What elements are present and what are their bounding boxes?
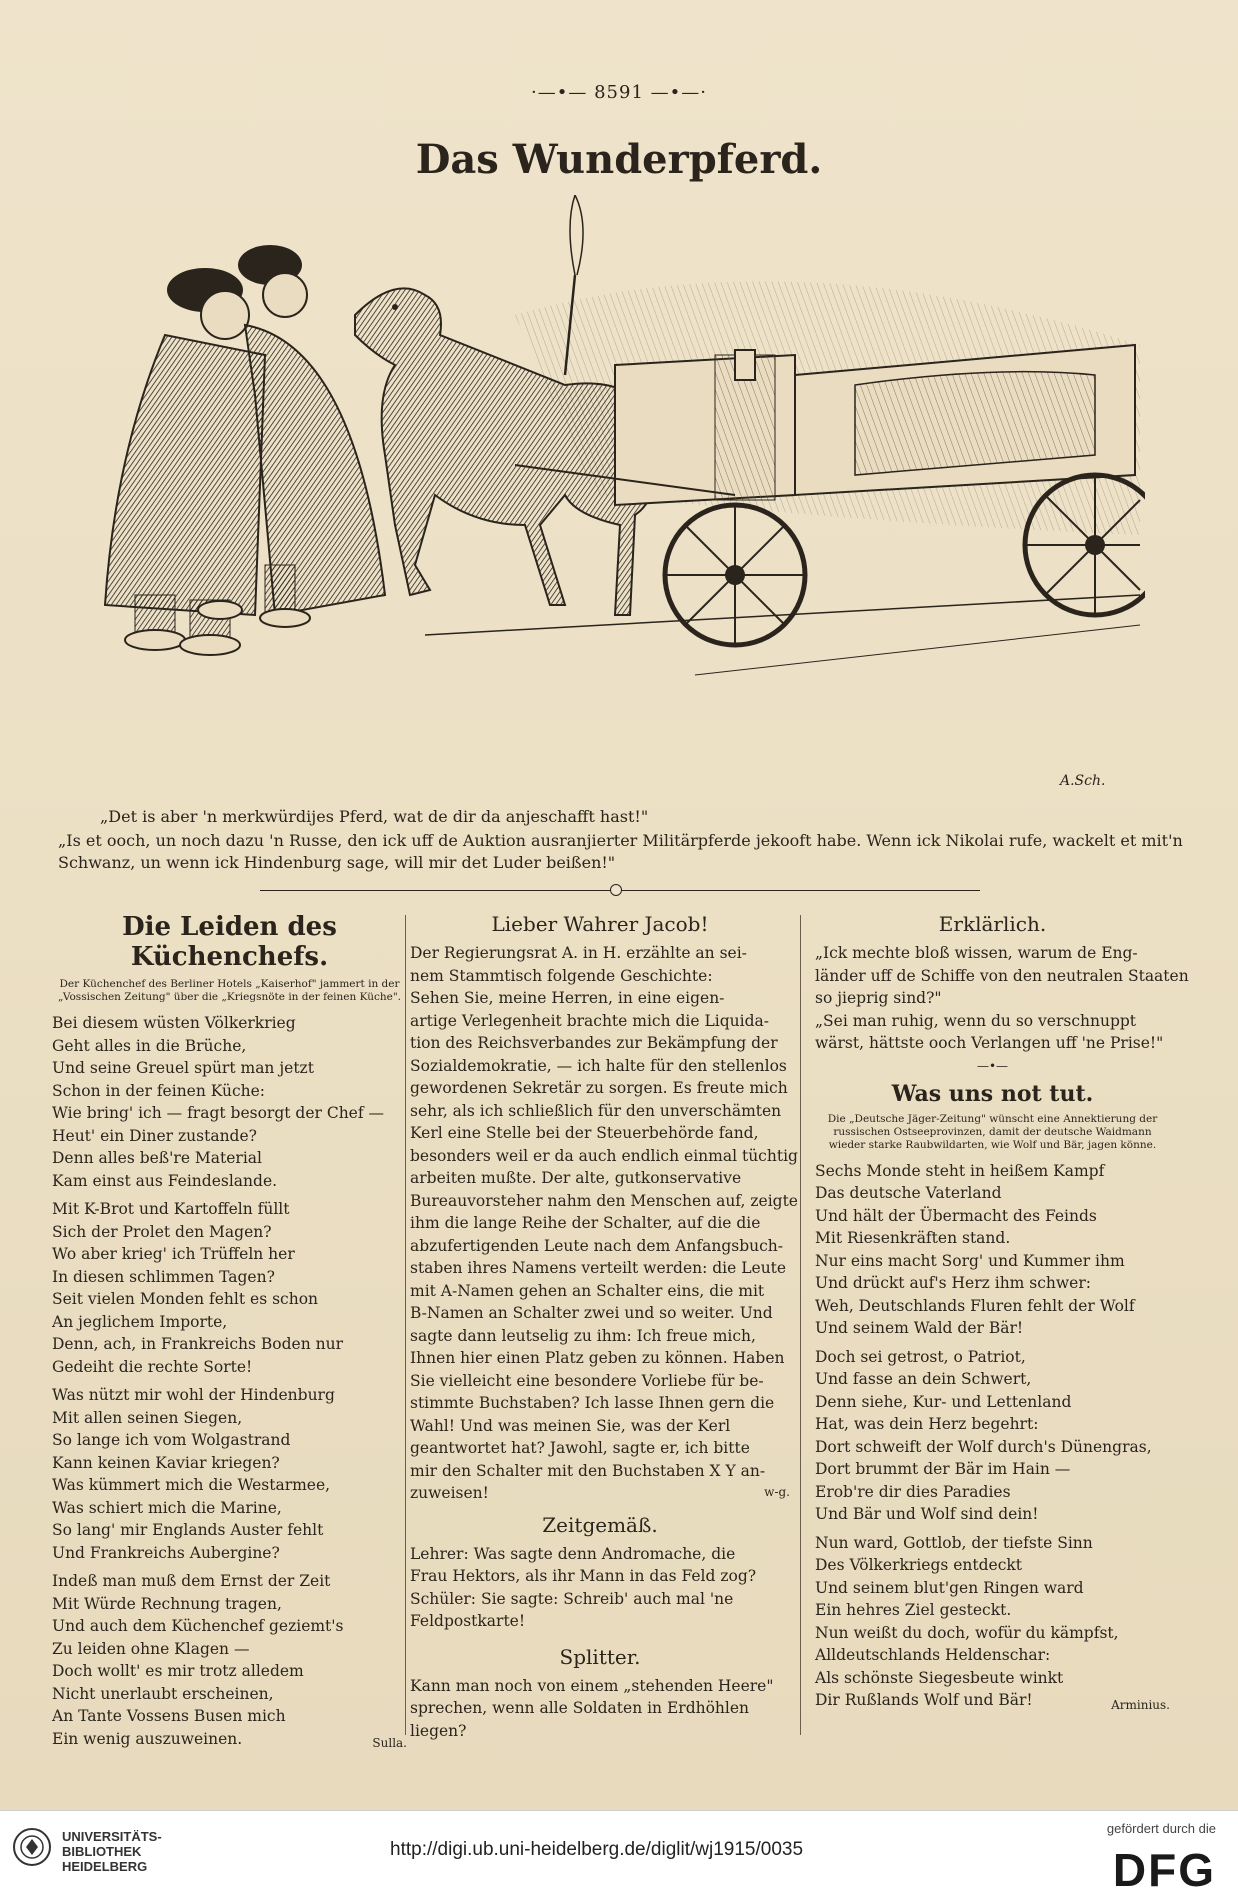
verse-line: Ein wenig auszuweinen.	[52, 1729, 243, 1748]
text-line: stimmte Buchstaben? Ich lasse Ihnen gern die	[410, 1394, 775, 1412]
verse-line: Denn, ach, in Frankreichs Boden nur	[52, 1335, 344, 1353]
article-body	[410, 1543, 790, 1633]
stanza	[52, 1012, 407, 1192]
verse-line: Nicht unerlaubt erscheinen,	[52, 1684, 274, 1703]
article-title: Erklärlich.	[938, 912, 1047, 936]
footer-bar	[0, 1810, 1238, 1900]
verse-line: Nun ward, Gottlob, der tiefste Sinn	[815, 1533, 1093, 1552]
stanza	[52, 1384, 407, 1564]
text-line: gewordenen Sekretär zu sorgen. Es freute mich	[410, 1079, 788, 1097]
verse-line: Was kümmert mich die Westarmee,	[52, 1476, 331, 1494]
text-line: Schüler: Sie sagte: Schreib' auch mal 'ne	[410, 1589, 734, 1608]
verse-line: Und drückt auf's Herz ihm schwer:	[815, 1274, 1091, 1292]
article-title: Splitter.	[559, 1644, 641, 1669]
text-line: sprechen, wenn alle Soldaten in Erdhöhlen	[410, 1699, 750, 1717]
article-signature: Sulla.	[372, 1736, 407, 1750]
stanza	[52, 1570, 407, 1750]
text-line: länder uff de Schiffe von den neutralen Staaten	[815, 966, 1189, 985]
verse-line: So lange ich vom Wolgastrand	[52, 1431, 291, 1449]
verse-line: Geht alles in die Brüche,	[52, 1036, 247, 1055]
stanza	[52, 1198, 407, 1378]
article-note: Der Küchenchef des Berliner Hotels „Kaiserhof" jammert in der „Vossischen Zeitung" über die „Kriegsnöte in der feinen Küche".	[58, 978, 401, 1003]
verse-line: Denn alles beß're Material	[52, 1149, 262, 1167]
verse-line: Als schönste Siegesbeute winkt	[815, 1668, 1064, 1687]
text-line: Kann man noch von einem „stehenden Heere"	[410, 1676, 774, 1695]
verse-line: Das deutsche Vaterland	[815, 1184, 1002, 1202]
text-line: arbeiten mußte. Der alte, gutkonservative	[410, 1169, 742, 1187]
verse-line: Nun weißt du doch, wofür du kämpfst,	[815, 1623, 1119, 1642]
article-title: Lieber Wahrer Jacob!	[491, 912, 709, 936]
verse-line: Nur eins macht Sorg' und Kummer ihm	[815, 1251, 1125, 1270]
verse-line: Hat, was dein Herz begehrt:	[815, 1415, 1039, 1433]
verse-line: Des Völkerkriegs entdeckt	[815, 1556, 1023, 1574]
article-body	[410, 1675, 790, 1743]
text-line: Ihnen hier einen Platz geben zu können. Haben	[410, 1349, 785, 1367]
verse-line: Und Frankreichs Aubergine?	[52, 1543, 280, 1562]
text-line: „Ick mechte bloß wissen, warum de Eng-	[815, 944, 1138, 962]
caption-line-2: „Is et ooch, un noch dazu 'n Russe, den ick uff de Auktion ausranjierter Militärpferde jekooft habe. Wenn ick Nikolai rufe, wackelt et mit'n Schwanz, un wenn ick Hindenburg sage, will mir det Luder beißen!"	[58, 831, 1183, 872]
article-title: Die Leiden des Küchenchefs.	[122, 912, 337, 972]
verse-line: Kann keinen Kaviar kriegen?	[52, 1453, 280, 1472]
text-line: Frau Hektors, als ihr Mann in das Feld zog?	[410, 1567, 757, 1585]
source-url-link[interactable]: http://digi.ub.uni-heidelberg.de/diglit/wj1915/0035	[390, 1839, 804, 1860]
verse-line: Ein hehres Ziel gesteckt.	[815, 1601, 1012, 1619]
text-line: liegen?	[410, 1721, 467, 1740]
text-line: Wahl! Und was meinen Sie, was der Kerl	[410, 1416, 731, 1435]
text-line: sagte dann leutselig zu ihm: Ich freue mich,	[410, 1326, 756, 1345]
verse-line: Mit K-Brot und Kartoffeln füllt	[52, 1200, 290, 1218]
verse-line: Und hält der Übermacht des Feinds	[815, 1206, 1097, 1225]
stanza	[815, 1346, 1170, 1526]
text-line: staben ihres Namens verteilt werden: die Leute	[410, 1259, 787, 1277]
text-line: B-Namen an Schalter zwei und so weiter. Und	[410, 1304, 773, 1322]
text-line: Sie vielleicht eine besondere Vorliebe für be-	[410, 1371, 764, 1390]
verse-line: Wie bring' ich — fragt besorgt der Chef —	[52, 1104, 385, 1122]
text-line: Sehen Sie, meine Herren, in eine eigen-	[410, 989, 725, 1007]
article-signature: Arminius.	[1111, 1697, 1170, 1712]
text-line: Feldpostkarte!	[410, 1612, 526, 1630]
small-divider: —•—	[976, 1058, 1009, 1073]
dfg-logo: DFG	[1112, 1844, 1216, 1896]
text-line: „Sei man ruhig, wenn du so verschnuppt	[815, 1011, 1137, 1030]
verse-line: Was schiert mich die Marine,	[52, 1498, 282, 1517]
text-line: geantwortet hat? Jawohl, sagte er, ich bitte	[410, 1439, 750, 1457]
text-line: Bureauvorsteher nahm den Menschen auf, zeigte	[410, 1191, 798, 1210]
verse-line: Und auch dem Küchenchef geziemt's	[52, 1617, 344, 1635]
text-line: tion des Reichsverbandes zur Bekämpfung der	[410, 1034, 778, 1052]
article-title: Was uns not tut.	[891, 1080, 1094, 1107]
text-line: mir den Schalter mit den Buchstaben X Y an-	[410, 1461, 766, 1480]
verse-line: Mit Würde Rechnung tragen,	[52, 1594, 282, 1613]
verse-line: Sich der Prolet den Magen?	[52, 1222, 272, 1241]
text-line: wärst, hättste ooch Verlangen uff 'ne Prise!"	[815, 1034, 1164, 1052]
library-name: UNIVERSITÄTS- BIBLIOTHEK HEIDELBERG	[62, 1829, 162, 1874]
verse-line: So lang' mir Englands Auster fehlt	[52, 1521, 324, 1539]
text-line: besonders weil er da auch endlich einmal tüchtig	[410, 1146, 798, 1165]
column-wahrer-jacob	[410, 912, 798, 1742]
verse-line: Mit Riesenkräften stand.	[815, 1229, 1011, 1247]
men-figures	[105, 245, 385, 655]
stanza	[815, 1532, 1170, 1712]
verse-line: Doch sei getrost, o Patriot,	[815, 1347, 1026, 1366]
text-line: zuweisen!	[410, 1484, 489, 1502]
page-number: ·—•— 8591 —•—·	[531, 82, 707, 103]
text-line: artige Verlegenheit brachte mich die Liquida-	[410, 1011, 769, 1030]
verse-line: Sechs Monde steht in heißem Kampf	[815, 1161, 1105, 1180]
verse-line: Mit allen seinen Siegen,	[52, 1408, 243, 1427]
verse-line: Wo aber krieg' ich Trüffeln her	[52, 1245, 295, 1263]
article-body	[410, 942, 798, 1505]
verse-line: An Tante Vossens Busen mich	[52, 1707, 286, 1725]
verse-line: Dir Rußlands Wolf und Bär!	[815, 1691, 1033, 1709]
verse-line: In diesen schlimmen Tagen?	[52, 1267, 275, 1286]
poem-body	[815, 1160, 1170, 1712]
verse-line: Und Bär und Wolf sind dein!	[815, 1505, 1039, 1523]
text-line: ihm die lange Reihe der Schalter, auf die die	[410, 1214, 761, 1232]
verse-line: Alldeutschlands Heldenschar:	[815, 1646, 1051, 1664]
verse-line: Gedeiht die rechte Sorte!	[52, 1357, 253, 1376]
verse-line: Und seinem Wald der Bär!	[815, 1319, 1024, 1337]
text-line: mit A-Namen gehen an Schalter eins, die mit	[410, 1281, 765, 1300]
article-signature: w-g.	[764, 1484, 790, 1499]
verse-line: Denn siehe, Kur- und Lettenland	[815, 1392, 1072, 1411]
verse-line: Weh, Deutschlands Fluren fehlt der Wolf	[815, 1296, 1135, 1315]
column-kuechenchef	[52, 912, 407, 1750]
divider-ornament	[610, 884, 622, 896]
verse-line: Doch wollt' es mir trotz alledem	[52, 1662, 304, 1680]
verse-line: Indeß man muß dem Ernst der Zeit	[52, 1572, 331, 1590]
poem-body	[52, 1012, 407, 1750]
verse-line: Was nützt mir wohl der Hindenburg	[52, 1386, 335, 1404]
verse-line: Dort brummt der Bär im Hain —	[815, 1460, 1071, 1478]
article-note: Die „Deutsche Jäger-Zeitung" wünscht eine Annektierung der russischen Ostseeprovinzen, damit der deutsche Waidmann wieder starke Raubwildarten, wie Wolf und Bär, jagen könne.	[827, 1112, 1158, 1151]
article-body	[815, 942, 1189, 1055]
text-line: Sozialdemokratie, — ich halte für den stellenlos	[410, 1056, 787, 1075]
verse-line: Erob're dir dies Paradies	[815, 1482, 1011, 1501]
column-rule	[800, 915, 801, 1735]
text-line: Kerl eine Stelle bei der Steuerbehörde fand,	[410, 1124, 759, 1142]
text-line: Lehrer: Was sagte denn Andromache, die	[410, 1544, 736, 1563]
artist-signature: A.Sch.	[1060, 773, 1106, 789]
text-line: sehr, als ich schließlich für den unverschämten	[410, 1101, 782, 1120]
text-line: nem Stammtisch folgende Geschichte:	[410, 966, 713, 985]
verse-line: Seit vielen Monden fehlt es schon	[52, 1290, 319, 1308]
verse-line: Zu leiden ohne Klagen —	[52, 1639, 250, 1658]
caption-line-1: „Det is aber 'n merkwürdijes Pferd, wat de dir da anjeschafft hast!"	[100, 807, 649, 826]
funding-note: gefördert durch die	[1106, 1821, 1216, 1836]
verse-line: Schon in der feinen Küche:	[52, 1081, 266, 1100]
verse-line: An jeglichem Importe,	[52, 1312, 228, 1331]
verse-line: Heut' ein Diner zustande?	[52, 1126, 257, 1145]
university-seal-icon	[12, 1827, 52, 1867]
verse-line: Dort schweift der Wolf durch's Dünengras,	[815, 1437, 1152, 1456]
text-line: abzufertigenden Leute nach dem Anfangsbuch-	[410, 1236, 784, 1255]
page-title: Das Wunderpferd.	[415, 136, 823, 183]
verse-line: Und seinem blut'gen Ringen ward	[815, 1578, 1084, 1597]
text-line: Der Regierungsrat A. in H. erzählte an sei-	[410, 944, 747, 962]
horse-carriage-illustration	[95, 195, 1145, 805]
column-erklaerlich	[815, 912, 1189, 1712]
stanza	[815, 1160, 1170, 1340]
text-line: so jieprig sind?"	[815, 989, 942, 1007]
verse-line: Und fasse an dein Schwert,	[815, 1370, 1032, 1388]
verse-line: Und seine Greuel spürt man jetzt	[52, 1059, 314, 1077]
verse-line: Bei diesem wüsten Völkerkrieg	[52, 1014, 296, 1032]
article-title: Zeitgemäß.	[542, 1512, 658, 1537]
verse-line: Kam einst aus Feindeslande.	[52, 1171, 278, 1190]
